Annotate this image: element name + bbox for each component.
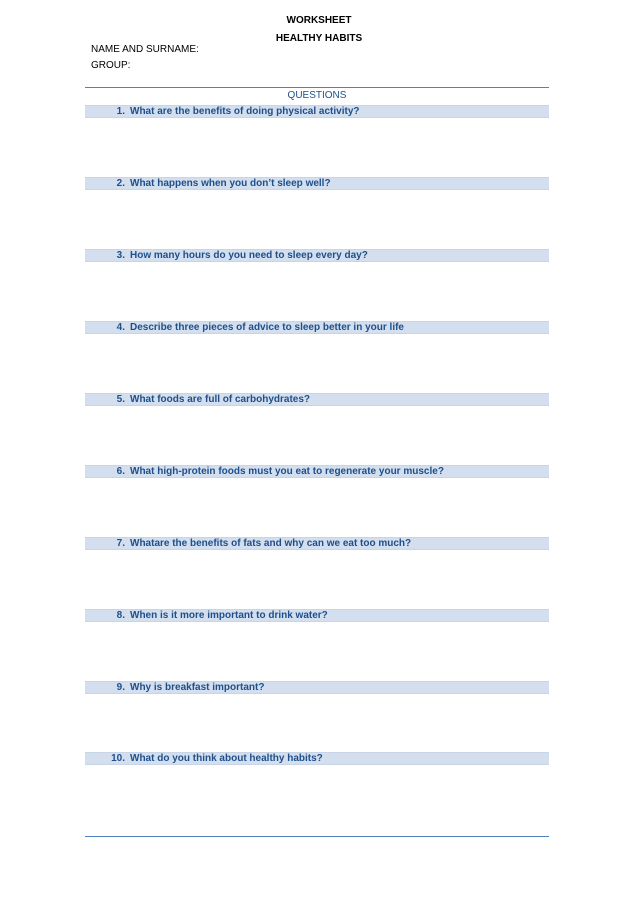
question-number: 6. (116, 466, 125, 477)
question-row (85, 609, 549, 622)
question-number: 4. (116, 322, 125, 333)
question-text: How many hours do you need to sleep every day? (130, 250, 368, 261)
table-bottom-rule (85, 836, 549, 837)
question-row (85, 465, 549, 478)
question-text: Whatare the benefits of fats and why can we eat too much? (130, 538, 412, 549)
question-text: What high-protein foods must you eat to regenerate your muscle? (130, 466, 444, 477)
question-row (85, 681, 549, 694)
question-row (85, 177, 549, 190)
question-number: 2. (116, 178, 125, 189)
question-number: 3. (116, 250, 125, 261)
question-number: 1. (116, 106, 125, 117)
question-text: What happens when you don’t sleep well? (130, 178, 331, 189)
worksheet-title: WORKSHEET (286, 15, 352, 26)
question-row (85, 249, 549, 262)
name-surname-label: NAME AND SURNAME: (91, 44, 199, 55)
question-text: When is it more important to drink water? (130, 610, 328, 621)
questions-heading: QUESTIONS (287, 90, 347, 101)
question-text: Describe three pieces of advice to sleep better in your life (130, 322, 404, 333)
question-text: What do you think about healthy habits? (130, 753, 323, 764)
question-number: 9. (116, 682, 125, 693)
question-number: 7. (116, 538, 125, 549)
table-top-rule (85, 87, 549, 88)
worksheet-subtitle: HEALTHY HABITS (275, 33, 363, 44)
question-text: Why is breakfast important? (130, 682, 265, 693)
question-row (85, 752, 549, 765)
question-text: What are the benefits of doing physical activity? (130, 106, 360, 117)
question-number: 8. (116, 610, 125, 621)
question-row (85, 321, 549, 334)
question-row (85, 105, 549, 118)
question-number: 5. (116, 394, 125, 405)
question-text: What foods are full of carbohydrates? (130, 394, 311, 405)
group-label: GROUP: (91, 60, 131, 71)
question-number: 10. (111, 753, 125, 764)
question-row (85, 537, 549, 550)
question-row (85, 393, 549, 406)
